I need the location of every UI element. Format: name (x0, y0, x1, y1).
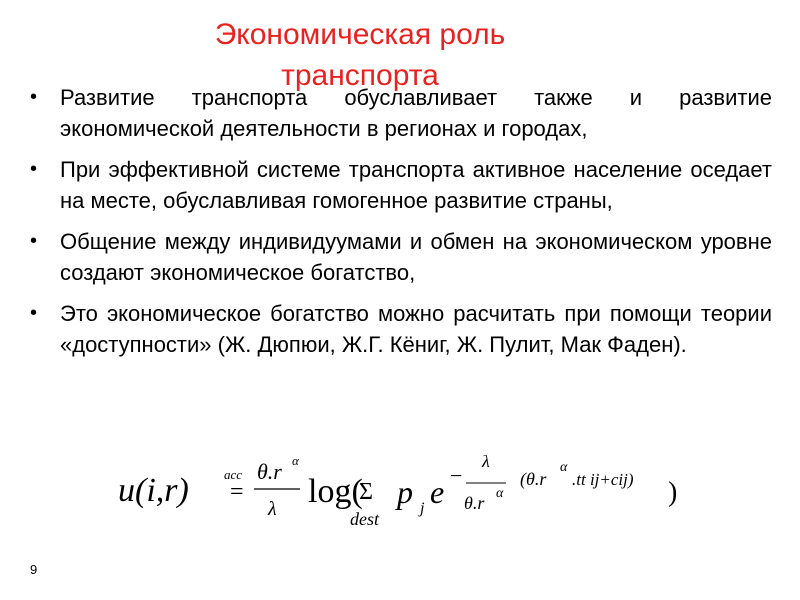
formula-exp-denominator-sup: α (496, 486, 504, 501)
formula-exp-rest: .tt ij+cij) (572, 470, 634, 489)
bullet-item (30, 82, 772, 144)
page-number: 9 (30, 562, 38, 577)
formula-close-paren: ) (668, 477, 678, 508)
formula-svg (118, 455, 718, 535)
formula-exp-denominator: θ.r (464, 493, 485, 513)
slide-title-line-2: транспорта (281, 59, 439, 92)
formula-lhs: u(i,r) (118, 472, 189, 509)
formula-exp-paren: (θ.r (520, 469, 547, 489)
bullet-text: При эффективной системе транспорта активное население оседает на месте, обуславливая гомогенное развитие страны, (60, 157, 772, 213)
formula-exp-paren-sup: α (560, 460, 568, 475)
bullet-text: Развитие транспорта обуславливает также и развитие экономической деятельности в регионах и городах, (60, 85, 772, 141)
formula-p: p (397, 474, 413, 510)
bullet-list (30, 82, 772, 370)
accessibility-formula (118, 455, 718, 535)
slide-title-line-1: Экономическая роль (214, 18, 506, 51)
formula-frac1-numerator: θ.r (257, 459, 282, 484)
bullet-text: Это экономическое богатство можно расчитать при помощи теории «доступности» (Ж. Дюпюи, Ж.Г. Кёниг, Ж. Пулит, Мак Фаден). (60, 301, 772, 357)
formula-frac1-numerator-sup: α (292, 455, 299, 468)
bullet-item (30, 298, 772, 360)
formula-sum-subscript: dest (350, 509, 379, 529)
bullet-dot-icon: • (30, 86, 38, 108)
formula-exp-numerator: λ (482, 455, 490, 471)
formula-sum: Σ (359, 479, 373, 505)
bullet-dot-icon: • (30, 302, 38, 324)
formula-e: e (430, 474, 445, 510)
bullet-item (30, 154, 772, 216)
formula-log: log( (308, 473, 363, 510)
formula-minus: − (450, 463, 463, 488)
formula-equals: = (230, 479, 244, 505)
bullet-dot-icon: • (30, 230, 38, 252)
formula-p-subscript: j (420, 500, 425, 517)
bullet-text: Общение между индивидуумами и обмен на экономическом уровне создают экономическое богатство, (60, 229, 772, 285)
formula-superscript: acc (224, 467, 243, 482)
bullet-item (30, 226, 772, 288)
formula-frac1-denominator: λ (268, 498, 277, 520)
bullet-dot-icon: • (30, 158, 38, 180)
